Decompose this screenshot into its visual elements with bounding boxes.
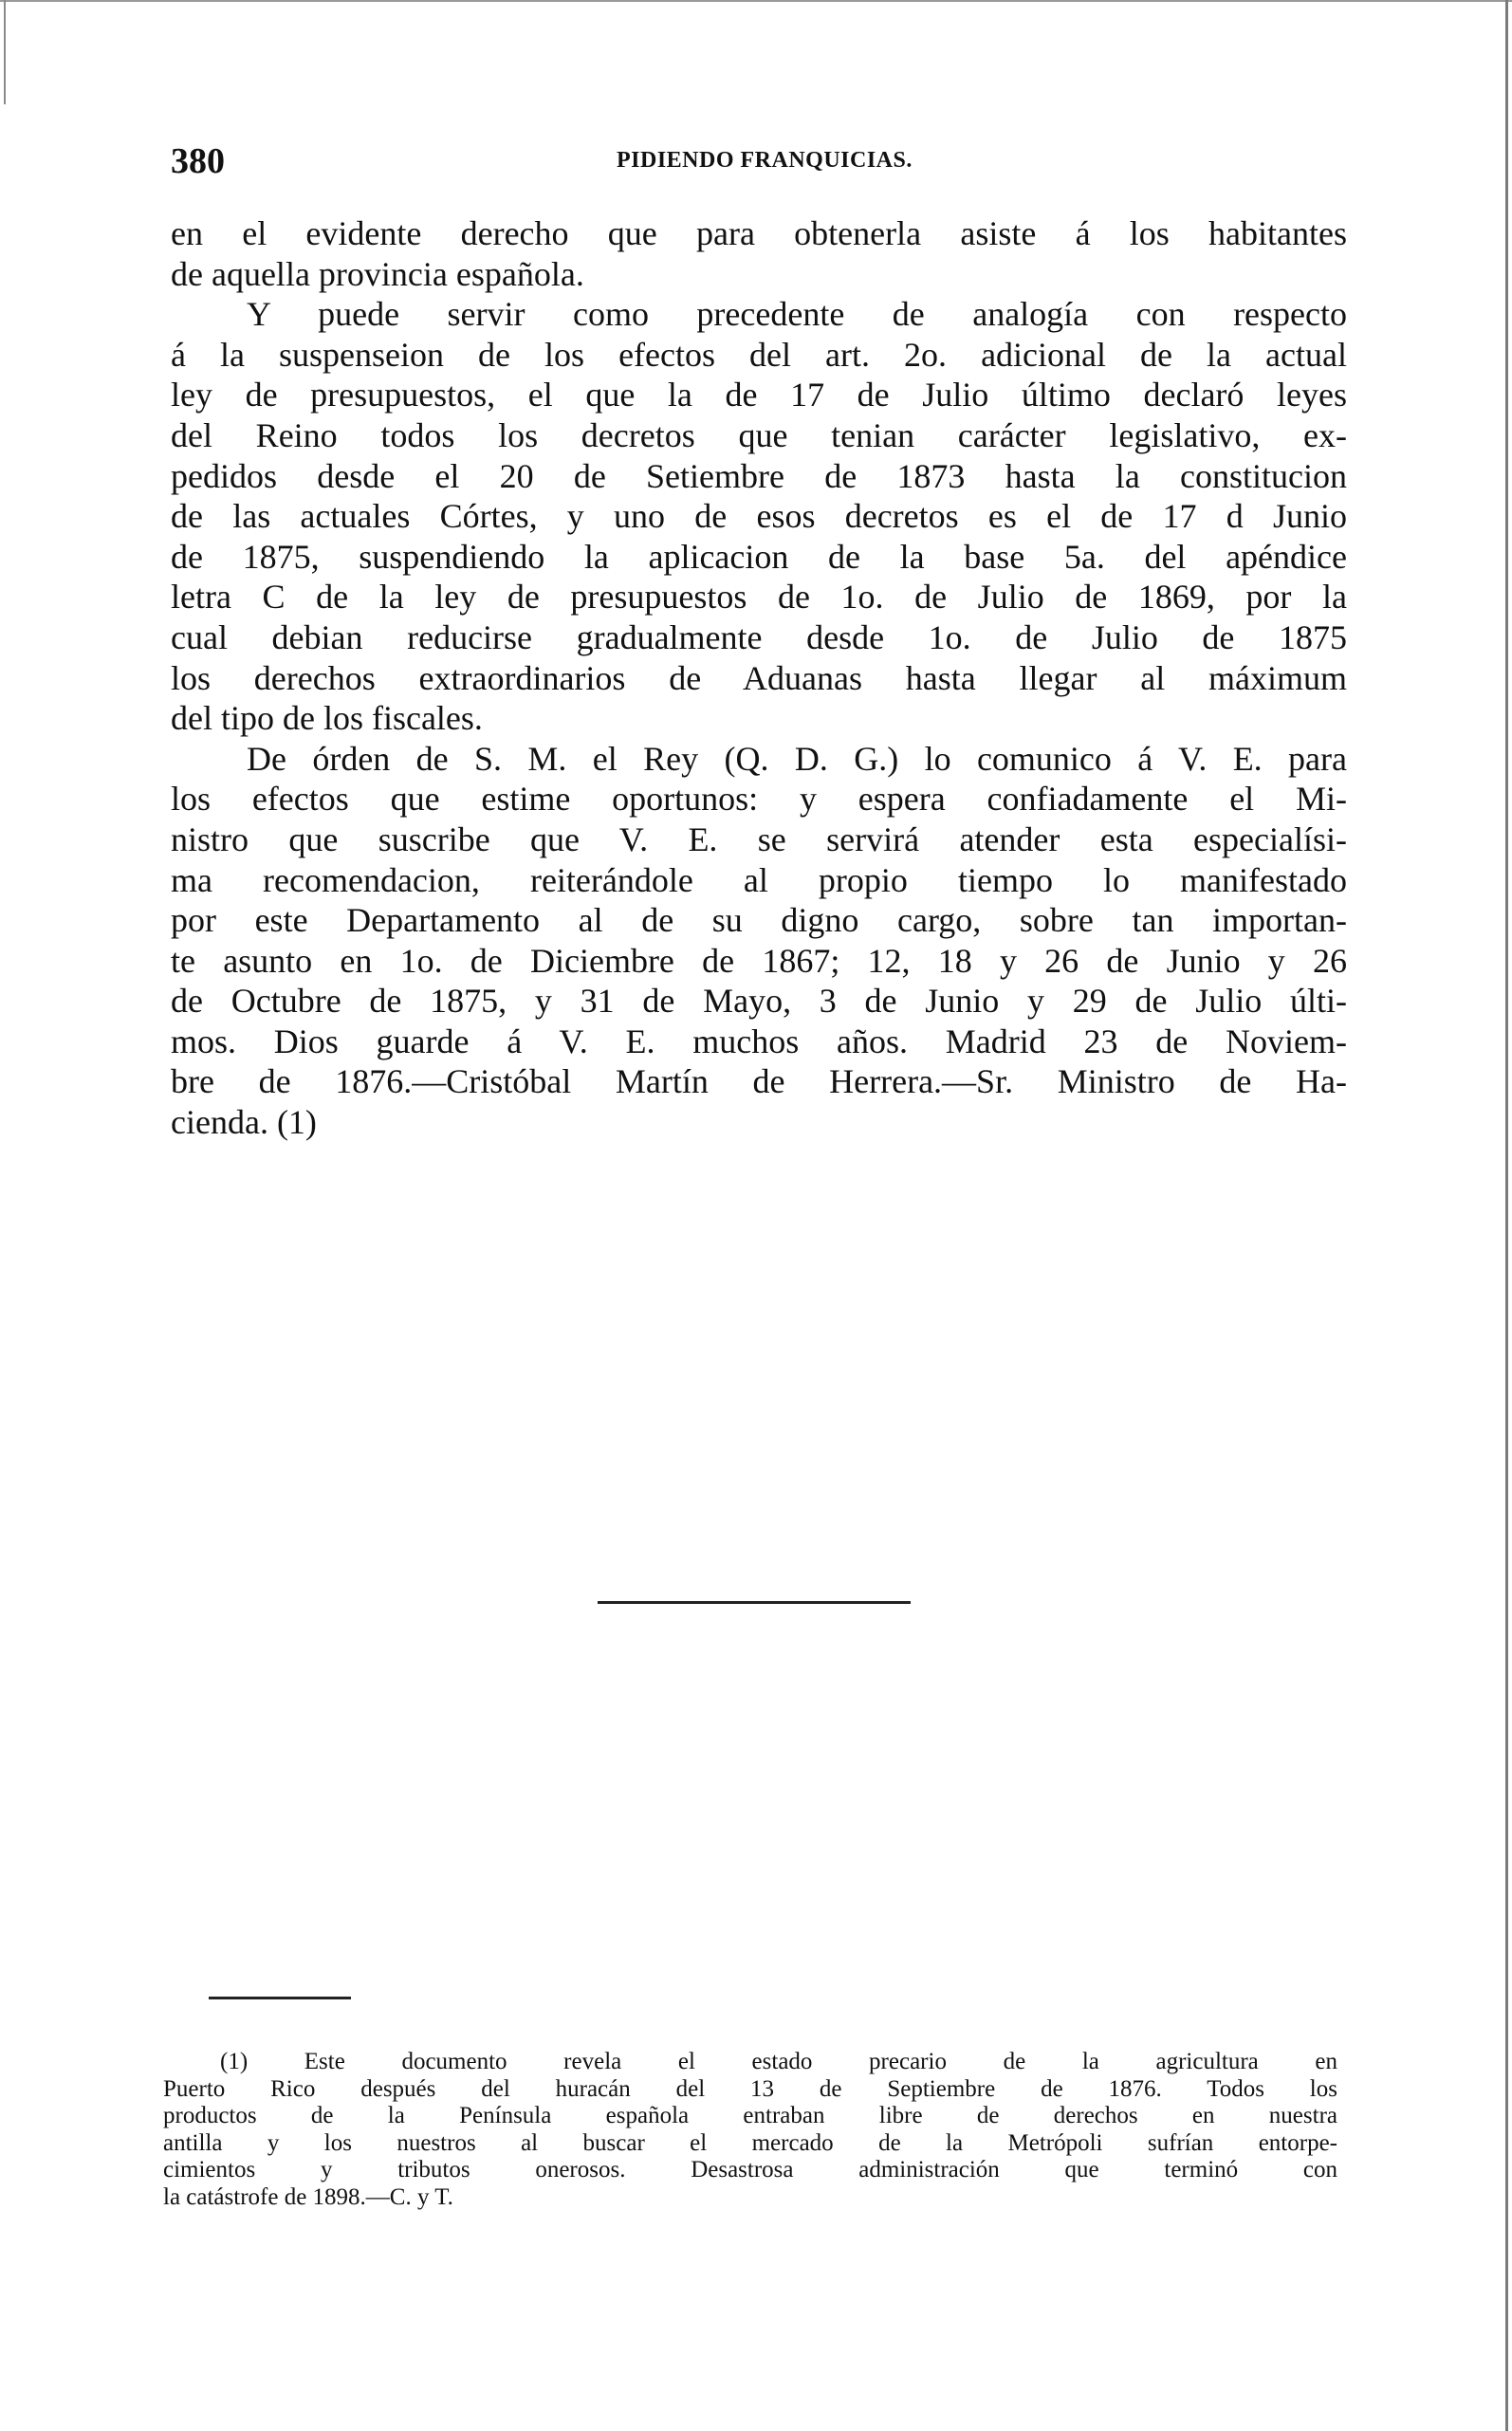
section-divider xyxy=(598,1601,911,1604)
body-line: letra C de la ley de presupuestos de 1o. de Julio de 1869, por la xyxy=(171,578,1347,617)
running-head: PIDIENDO FRANQUICIAS. xyxy=(617,148,913,173)
scan-right-border xyxy=(1505,0,1508,2431)
footnote-line: la catástrofe de 1898.—C. y T. xyxy=(163,2183,453,2210)
body-line: del Reino todos los decretos que tenian carácter legislativo, ex- xyxy=(171,415,1347,454)
page-header xyxy=(171,133,1337,190)
body-line: á la suspenseion de los efectos del art. 2o. adicional de la actual xyxy=(171,335,1347,374)
body-line: bre de 1876.—Cristóbal Martín de Herrera.—Sr. Ministro de Ha- xyxy=(171,1062,1347,1101)
footnote xyxy=(163,2049,1337,2211)
body-line: los derechos extraordinarios de Aduanas hasta llegar al máximum xyxy=(171,658,1347,697)
footnote-rule xyxy=(209,1997,351,1999)
footnote-line: (1) Este documento revela el estado precario de la agricultura en xyxy=(220,2049,1337,2074)
body-line: de las actuales Córtes, y uno de esos decretos es el de 17 d Junio xyxy=(171,497,1347,536)
body-line: cienda. (1) xyxy=(171,1103,317,1142)
footnote-line: Puerto Rico después del huracán del 13 de Septiembre de 1876. Todos los xyxy=(163,2075,1337,2102)
footnote-line: cimientos y tributos onerosos. Desastrosa administración que terminó con xyxy=(163,2157,1337,2182)
body-line: de 1875, suspendiendo la aplicacion de la base 5a. del apéndice xyxy=(171,537,1347,576)
body-line: te asunto en 1o. de Diciembre de 1867; 12, 18 y 26 de Junio y 26 xyxy=(171,941,1347,980)
body-line: ma recomendacion, reiterándole al propio tiempo lo manifestado xyxy=(171,860,1347,899)
body-line: nistro que suscribe que V. E. se servirá atender esta especialísi- xyxy=(171,820,1347,858)
footnote-line: antilla y los nuestros al buscar el mercado de la Metrópoli sufrían entorpe- xyxy=(163,2129,1337,2156)
body-line: los efectos que estime oportunos: y espera confiadamente el Mi- xyxy=(171,780,1347,819)
body-line: en el evidente derecho que para obtenerla asiste á los habitantes xyxy=(171,214,1347,252)
body-line: por este Departamento al de su digno cargo, sobre tan importan- xyxy=(171,901,1347,940)
body-line: mos. Dios guarde á V. E. muchos años. Madrid 23 de Noviem- xyxy=(171,1022,1347,1060)
footnote-line: productos de la Península española entraban libre de derechos en nuestra xyxy=(163,2103,1337,2128)
page-number: 380 xyxy=(171,141,225,181)
body-line: cual debian reducirse gradualmente desde 1o. de Julio de 1875 xyxy=(171,617,1347,656)
body-line: de Octubre de 1875, y 31 de Mayo, 3 de Junio y 29 de Julio últi- xyxy=(171,982,1347,1021)
body-line: De órden de S. M. el Rey (Q. D. G.) lo comunico á V. E. para xyxy=(247,739,1347,778)
body-line: de aquella provincia española. xyxy=(171,254,584,293)
scan-left-border xyxy=(4,0,6,104)
body-line: Y puede servir como precedente de analogía con respecto xyxy=(247,295,1347,334)
body-line: ley de presupuestos, el que la de 17 de Julio último declaró leyes xyxy=(171,376,1347,414)
scan-top-border xyxy=(0,0,1512,2)
body-line: pedidos desde el 20 de Setiembre de 1873 hasta la constitucion xyxy=(171,456,1347,495)
body-line: del tipo de los fiscales. xyxy=(171,699,483,738)
body-text xyxy=(171,213,1347,1143)
